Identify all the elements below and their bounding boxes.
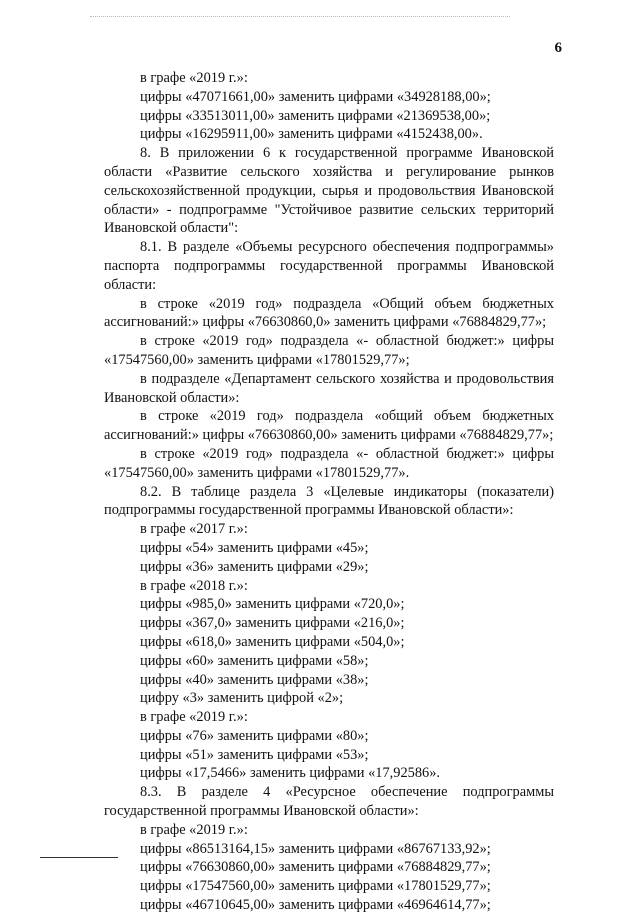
paragraph: цифры «54» заменить цифрами «45»; <box>140 539 369 556</box>
paragraph: в графе «2019 г.»: <box>140 709 248 726</box>
document-body <box>104 69 554 915</box>
paragraph: в графе «2017 г.»: <box>140 521 248 538</box>
paragraph: цифры «46710645,00» заменить цифрами «46964614,77»; <box>140 897 491 914</box>
paragraph: цифры «367,0» заменить цифрами «216,0»; <box>140 615 405 632</box>
paragraph: цифры «17,5466» заменить цифрами «17,92586». <box>140 765 441 782</box>
paragraph: в графе «2019 г.»: <box>140 70 248 86</box>
paragraph: цифры «76» заменить цифрами «80»; <box>140 727 369 744</box>
paragraph: в строке «2019 год» подраздела «Общий объем бюджетных ассигнований:» цифры «76630860,0» заменить цифрами «76884829,77»; <box>104 295 554 331</box>
paragraph: 8.3. В разделе 4 «Ресурсное обеспечение подпрограммы государственной программы Ивановской области»: <box>104 784 554 820</box>
paragraph: 8.1. В разделе «Объемы ресурсного обеспечения подпрограммы» паспорта подпрограммы государственной программы Ивановской области: <box>104 239 554 293</box>
page-number: 6 <box>554 40 562 56</box>
paragraph: цифры «76630860,00» заменить цифрами «76884829,77»; <box>140 859 491 876</box>
paragraph: цифры «17547560,00» заменить цифрами «17801529,77»; <box>140 878 491 895</box>
paragraph: цифры «16295911,00» заменить цифрами «4152438,00». <box>140 126 483 143</box>
paragraph: 8. В приложении 6 к государственной программе Ивановской области «Развитие сельского хозяйства и регулирование рынков сельскохозяйственной продукции, сырья и продовольствия Ивановской области» - подпрограмме "Устойчивое развитие сельских территорий Ивановской области": <box>104 145 554 237</box>
paragraph: цифры «985,0» заменить цифрами «720,0»; <box>140 596 405 613</box>
paragraph: в строке «2019 год» подраздела «общий объем бюджетных ассигнований:» цифры «76630860,00» заменить цифрами «76884829,77»; <box>104 408 554 444</box>
paragraph: цифры «618,0» заменить цифрами «504,0»; <box>140 633 405 650</box>
paragraph: цифры «33513011,00» заменить цифрами «21369538,00»; <box>140 107 491 124</box>
paragraph: в строке «2019 год» подраздела «- областной бюджет:» цифры «17547560,00» заменить цифрами «17801529,77»; <box>104 333 554 368</box>
paragraph: цифры «51» заменить цифрами «53»; <box>140 746 369 763</box>
paragraph: в строке «2019 год» подраздела «- областной бюджет:» цифры «17547560,00» заменить цифрами «17801529,77». <box>104 445 554 481</box>
footer-rule <box>40 857 118 858</box>
paragraph: цифру «3» заменить цифрой «2»; <box>140 690 344 707</box>
paragraph: в подразделе «Департамент сельского хозяйства и продовольствия Ивановской области»: <box>104 370 554 406</box>
paragraph: цифры «86513164,15» заменить цифрами «86767133,92»; <box>140 840 491 857</box>
paragraph: цифры «47071661,00» заменить цифрами «34928188,00»; <box>140 88 491 105</box>
paragraph: цифры «40» заменить цифрами «38»; <box>140 671 369 688</box>
scan-top-edge <box>90 16 510 17</box>
paragraph: цифры «36» заменить цифрами «29»; <box>140 558 369 575</box>
paragraph: в графе «2018 г.»: <box>140 577 248 594</box>
paragraph: цифры «60» заменить цифрами «58»; <box>140 652 369 669</box>
paragraph: 8.2. В таблице раздела 3 «Целевые индикаторы (показатели) подпрограммы государственной программы Ивановской области»: <box>104 483 554 519</box>
paragraph: в графе «2019 г.»: <box>140 821 248 838</box>
